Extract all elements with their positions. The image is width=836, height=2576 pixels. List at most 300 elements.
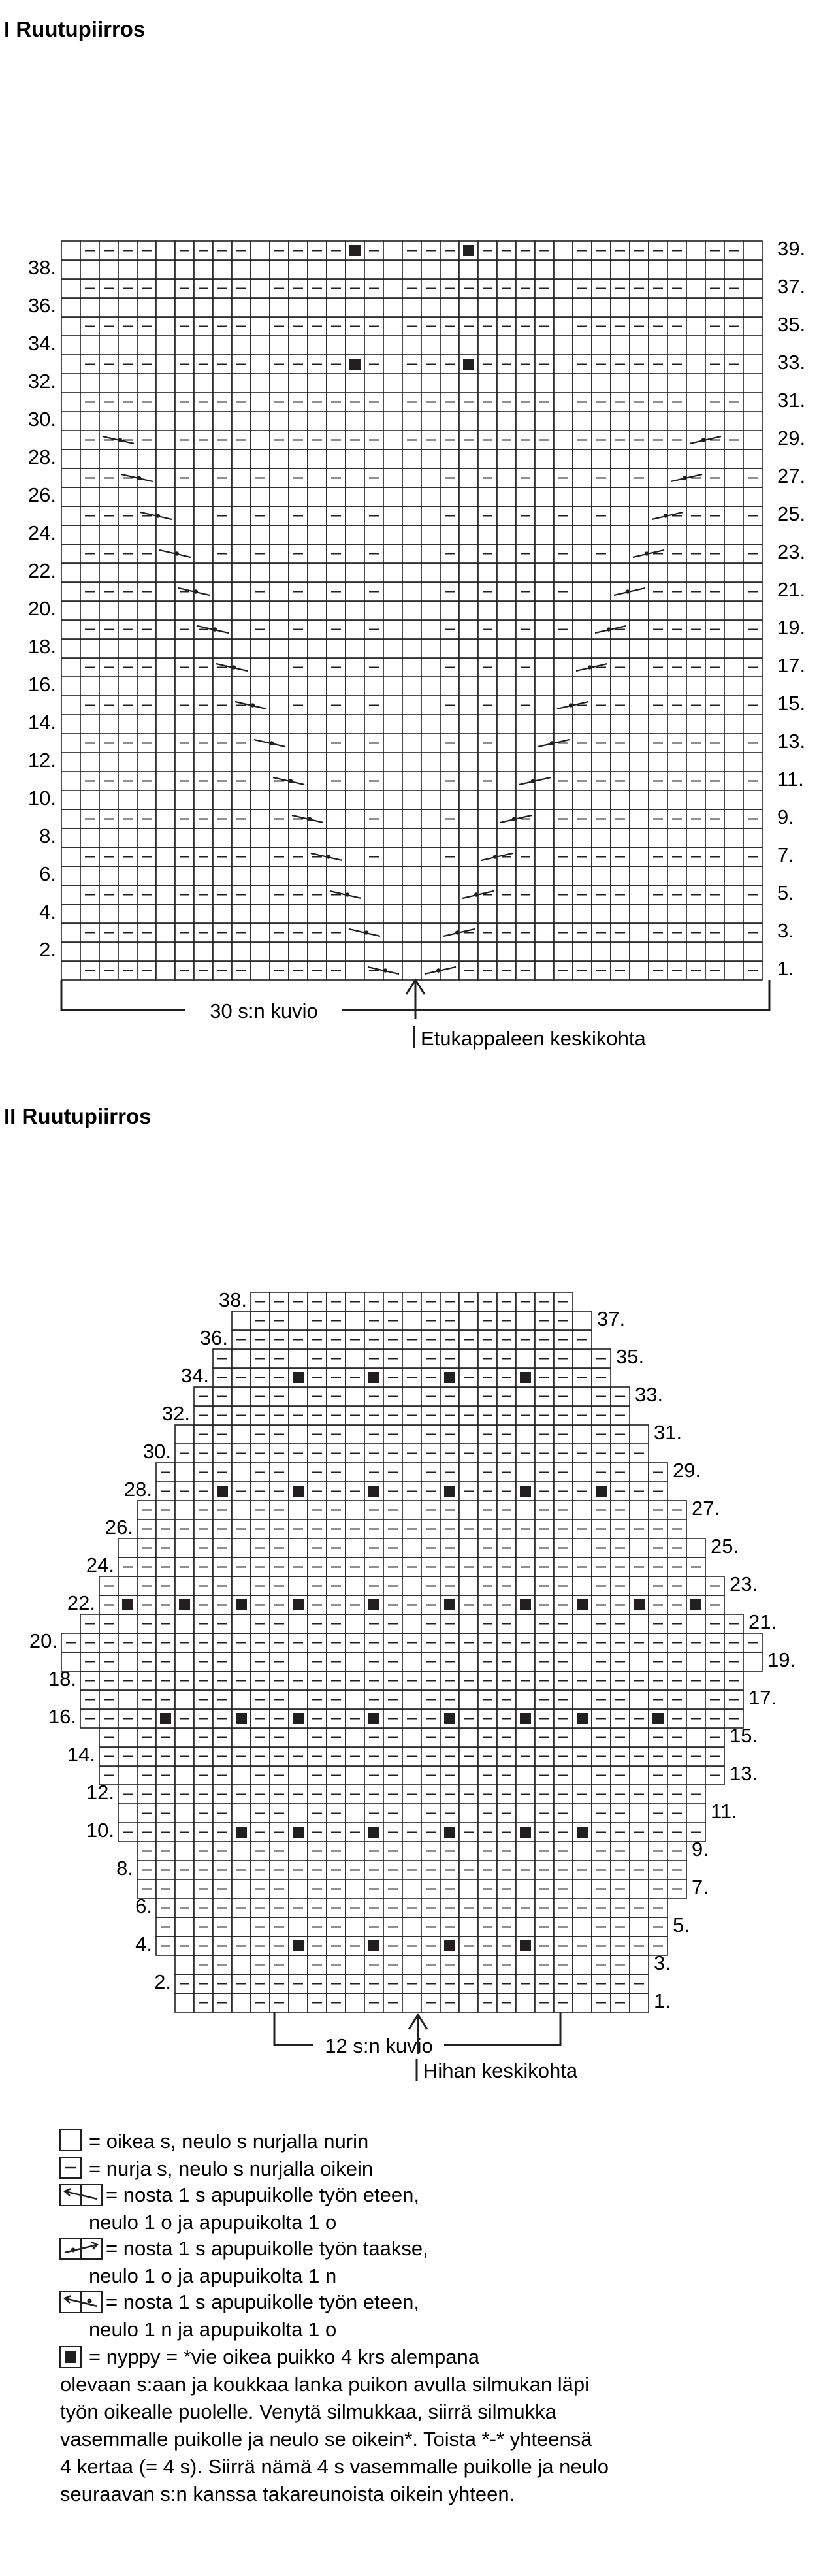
chart-2-cell (630, 1804, 649, 1823)
chart-1-cell (705, 601, 724, 620)
chart-1-cell (308, 336, 327, 355)
chart-1-cell (478, 809, 497, 828)
bobble-mark (236, 1599, 247, 1610)
chart-2-cell (402, 1804, 421, 1823)
chart-1-cell (421, 487, 440, 506)
chart-1-cell (724, 828, 743, 847)
chart-1-cell (289, 734, 308, 753)
chart-1-cell (686, 942, 705, 961)
bobble-mark (520, 1372, 531, 1383)
chart-1-center-label: Etukappaleen keskikohta (421, 1027, 646, 1050)
chart-1-cell (327, 449, 346, 468)
chart-1-cell (383, 563, 402, 582)
chart-1-cell (289, 563, 308, 582)
chart-1-cell (630, 260, 649, 279)
chart-1-cell (383, 298, 402, 317)
bobble-mark (577, 1827, 588, 1838)
chart-2-cell (289, 1842, 308, 1861)
chart-1-cell (346, 298, 364, 317)
chart-1-cell (118, 298, 137, 317)
chart-1-cell (516, 734, 535, 753)
chart-1-cell (270, 525, 289, 544)
chart-1-cell (573, 582, 592, 601)
chart-1-cell (497, 677, 516, 696)
chart-1-cell (478, 487, 497, 506)
chart-1-cell (156, 847, 175, 866)
chart-2-row-number: 34. (180, 1364, 209, 1387)
chart-1-cell (270, 677, 289, 696)
chart-1-cell (535, 544, 554, 563)
chart-1-cell (383, 828, 402, 847)
chart-1-cell (440, 753, 459, 772)
chart-1-cell (724, 298, 743, 317)
chart-1-cell (99, 487, 118, 506)
legend-cable-front (60, 2183, 419, 2234)
bobble-mark (368, 1372, 379, 1383)
chart-1-cell (554, 715, 573, 734)
chart-1-cell (649, 525, 667, 544)
chart-1-cell (724, 772, 743, 791)
chart-2-row-number: 7. (692, 1876, 709, 1899)
chart-1-cell (497, 260, 516, 279)
chart-2-cell (459, 1766, 478, 1785)
cable-dot (531, 779, 535, 783)
chart-1-cell (137, 487, 156, 506)
chart-1-cell (630, 734, 649, 753)
chart-1-cell (213, 904, 232, 923)
chart-1-cell (743, 563, 762, 582)
chart-1-cell (289, 412, 308, 431)
chart-2-cell (459, 1993, 478, 2012)
chart-1-cell (194, 298, 213, 317)
chart-1-cell (156, 355, 175, 374)
chart-1-row-number: 37. (777, 275, 806, 298)
chart-1-cell (156, 866, 175, 885)
chart-2-row-number: 27. (692, 1497, 720, 1520)
chart-1-cell (535, 923, 554, 942)
chart-1-cell (61, 961, 80, 980)
chart-1-cell (724, 677, 743, 696)
chart-1-cell (270, 544, 289, 563)
chart-1-cell (156, 809, 175, 828)
chart-1-cell (573, 942, 592, 961)
chart-1-cell (194, 487, 213, 506)
cable-dot (364, 930, 368, 934)
chart-1-cell (308, 904, 327, 923)
cable-dot (550, 741, 554, 745)
chart-1-cell (346, 412, 364, 431)
chart-1-cell (667, 942, 686, 961)
bobble-mark (444, 1599, 455, 1610)
chart-1-cell (686, 753, 705, 772)
chart-1-cell (346, 658, 364, 677)
chart-1-cell (99, 563, 118, 582)
cable-dot (436, 968, 440, 972)
chart-2-cell (289, 1917, 308, 1936)
chart-1-cell (554, 374, 573, 393)
chart-1-cell (743, 412, 762, 431)
bobble-mark (520, 1827, 531, 1838)
chart-1-cell (137, 412, 156, 431)
chart-1-cell (554, 753, 573, 772)
chart-1-cell (80, 374, 99, 393)
cable-dot (289, 779, 293, 783)
chart-2-cell (516, 1614, 535, 1633)
cable-dot (156, 514, 160, 517)
chart-2-cell (118, 1804, 137, 1823)
chart-1-cell (440, 525, 459, 544)
bobble-mark (293, 1486, 304, 1497)
chart-1-cell (327, 809, 346, 828)
chart-1-cell (118, 412, 137, 431)
chart-2-cell (630, 1917, 649, 1936)
chart-2-cell (402, 1993, 421, 2012)
chart-1-cell (554, 487, 573, 506)
chart-1-cell (156, 828, 175, 847)
chart-1-cell (213, 866, 232, 885)
chart-1-cell (383, 487, 402, 506)
chart-1-cell (308, 696, 327, 715)
chart-1-cell (213, 487, 232, 506)
chart-1-cell (743, 393, 762, 412)
bobble-mark (349, 245, 361, 256)
chart-2-cell (346, 1576, 364, 1595)
chart-1-cell (383, 412, 402, 431)
chart-1-cell (156, 885, 175, 904)
chart-2-cell (573, 1539, 592, 1557)
chart-2-cell (175, 1690, 194, 1709)
chart-1-cell (649, 260, 667, 279)
legend-bobble-line-4: vasemmalle puikolle ja neulo se oikein*. Toista *-* yhteensä (60, 2428, 592, 2451)
chart-1-cell (61, 639, 80, 658)
chart-1-cell (402, 791, 421, 809)
chart-1-cell (630, 506, 649, 525)
chart-1-cell (402, 639, 421, 658)
chart-1-cell (630, 942, 649, 961)
bobble-mark (520, 1599, 531, 1610)
chart-1-row-number: 14. (27, 711, 56, 734)
chart-2-cell (232, 1842, 251, 1861)
chart-1-cell (743, 260, 762, 279)
chart-1-cell (459, 260, 478, 279)
chart-2-cell (346, 1387, 364, 1406)
chart-1-cell (61, 715, 80, 734)
chart-1-cell (156, 639, 175, 658)
chart-1-cell (402, 487, 421, 506)
chart-2-cell (402, 1463, 421, 1482)
chart-2-cell (459, 1425, 478, 1444)
chart-1-row-number: 35. (777, 313, 806, 336)
chart-1-cell (270, 904, 289, 923)
chart-1-cell (421, 620, 440, 639)
chart-2-cell (516, 1387, 535, 1406)
chart-1-cell (270, 658, 289, 677)
chart-1-cell (99, 677, 118, 696)
chart-1-cell (383, 923, 402, 942)
chart-1-cell (421, 374, 440, 393)
chart-1-cell (383, 620, 402, 639)
chart-2-cell (516, 1652, 535, 1671)
legend-knit-text: = oikea s, neulo s nurjalla nurin (89, 2130, 369, 2153)
chart-2-cell (346, 1955, 364, 1974)
chart-1-cell (497, 487, 516, 506)
chart-1-cell (194, 525, 213, 544)
chart-2-cell (402, 1387, 421, 1406)
legend-bobble-line-3: työn oikealle puolelle. Venytä silmukkaa, siirrä silmukka (60, 2400, 556, 2423)
chart-1-cell (554, 658, 573, 677)
chart-2-cell (289, 1955, 308, 1974)
chart-2-cell (573, 1690, 592, 1709)
chart-2-cell (175, 1576, 194, 1595)
chart-1-cell (686, 639, 705, 658)
chart-1-cell (346, 506, 364, 525)
chart-1-cell (402, 866, 421, 885)
legend-cable-back-line-1: = nosta 1 s apupuikolle työn taakse, (106, 2237, 428, 2260)
chart-1-cell (251, 772, 270, 791)
chart-1-cell (421, 828, 440, 847)
chart-1-cell (232, 866, 251, 885)
chart-1-cell (156, 677, 175, 696)
chart-1-cell (402, 374, 421, 393)
chart-1-cell (573, 828, 592, 847)
chart-1-cell (611, 506, 630, 525)
chart-1-cell (554, 412, 573, 431)
chart-1-cell (592, 449, 611, 468)
chart-1-cell (308, 582, 327, 601)
chart-2-cell (630, 1463, 649, 1482)
chart-1-row-number: 26. (27, 483, 56, 506)
chart-1-cell (156, 525, 175, 544)
chart-1-cell (364, 525, 383, 544)
chart-1-cell (270, 260, 289, 279)
chart-1-cell (535, 374, 554, 393)
chart-1-cell (118, 374, 137, 393)
chart-1-cell (175, 449, 194, 468)
bobble-mark (577, 1713, 588, 1724)
chart-2-cell (402, 1690, 421, 1709)
chart-1-cell (270, 601, 289, 620)
chart-2-cell (346, 1766, 364, 1785)
chart-1-cell (402, 847, 421, 866)
chart-1-cell (156, 734, 175, 753)
chart-2-cell (402, 1539, 421, 1557)
legend-cable-front-purl-line-1: = nosta 1 s apupuikolle työn eteen, (106, 2291, 419, 2313)
chart-1-cell (80, 828, 99, 847)
chart-1-cell (346, 563, 364, 582)
chart-1-cell (724, 412, 743, 431)
chart-1-cell (459, 449, 478, 468)
chart-1-cell (630, 961, 649, 980)
chart-2-cell (402, 1917, 421, 1936)
chart-1-cell (213, 412, 232, 431)
chart-1-row-number: 10. (27, 787, 56, 809)
chart-1-cell (308, 374, 327, 393)
chart-2-cell (573, 1728, 592, 1747)
chart-1-cell (724, 620, 743, 639)
chart-2-cell (630, 1501, 649, 1520)
chart-1-cell (592, 298, 611, 317)
chart-1-cell (383, 904, 402, 923)
chart-2-row-number: 8. (116, 1857, 133, 1880)
chart-2-cell (232, 1425, 251, 1444)
chart-1-cell (194, 260, 213, 279)
chart-1-cell (99, 525, 118, 544)
chart-2-cell (459, 1917, 478, 1936)
chart-1-cell (175, 298, 194, 317)
chart-1-cell (156, 753, 175, 772)
chart-1-cell (573, 449, 592, 468)
chart-1-cell (99, 753, 118, 772)
chart-1-cell (497, 601, 516, 620)
chart-2-cell (289, 1425, 308, 1444)
chart-2-cell (573, 1652, 592, 1671)
chart-1-cell (686, 412, 705, 431)
chart-1-cell (535, 412, 554, 431)
chart-1-row-number: 24. (27, 521, 56, 544)
chart-1-cell (383, 374, 402, 393)
chart-1-cell (611, 468, 630, 487)
chart-2-cell (402, 1501, 421, 1520)
chart-1-cell (497, 658, 516, 677)
chart-1-cell (743, 317, 762, 336)
chart-1-cell (232, 260, 251, 279)
chart-1-cell (175, 677, 194, 696)
chart-1-cell (667, 753, 686, 772)
bobble-mark (444, 1486, 455, 1497)
chart-1-cell (649, 639, 667, 658)
chart-1-cell (535, 696, 554, 715)
chart-2-cell (402, 1576, 421, 1595)
chart-1-cell (308, 544, 327, 563)
chart-1-cell (705, 487, 724, 506)
chart-1-cell (270, 449, 289, 468)
chart-1-cell (156, 374, 175, 393)
chart-1-cell (554, 317, 573, 336)
chart-1-cell (383, 355, 402, 374)
chart-1-cell (459, 336, 478, 355)
chart-1-cell (686, 866, 705, 885)
chart-1-cell (743, 336, 762, 355)
chart-2-cell (573, 1425, 592, 1444)
chart-1-cell (61, 525, 80, 544)
chart-1-cell (61, 412, 80, 431)
chart-2-cell (630, 1539, 649, 1557)
chart-1-cell (630, 677, 649, 696)
chart-1-cell (346, 942, 364, 961)
chart-1-cell (497, 298, 516, 317)
chart-1-cell (440, 904, 459, 923)
chart-1-row-number: 23. (777, 540, 806, 563)
chart-1-cell (573, 866, 592, 885)
chart-1-cell (251, 904, 270, 923)
cable-dot (251, 703, 255, 707)
chart-2-cell (516, 1425, 535, 1444)
chart-2-row-number: 13. (730, 1762, 758, 1785)
chart-1-cell (630, 696, 649, 715)
chart-1-cell (573, 639, 592, 658)
chart-1-cell (270, 468, 289, 487)
chart-1-cell (270, 942, 289, 961)
chart-2-cell (175, 1804, 194, 1823)
chart-1-cell (232, 525, 251, 544)
bobble-mark (463, 245, 474, 256)
chart-1-cell (251, 298, 270, 317)
chart-1-row-number: 19. (777, 616, 806, 639)
chart-1-cell (364, 791, 383, 809)
chart-1-cell (686, 904, 705, 923)
chart-1-cell (705, 828, 724, 847)
chart-1-cell (705, 412, 724, 431)
chart-1-cell (402, 582, 421, 601)
chart-1-cell (61, 298, 80, 317)
chart-1-cell (80, 260, 99, 279)
chart-1-cell (667, 639, 686, 658)
chart-1-cell (80, 753, 99, 772)
chart-2-cell (346, 1425, 364, 1444)
chart-1-cell (724, 525, 743, 544)
chart-1-cell (667, 412, 686, 431)
chart-1-cell (383, 506, 402, 525)
chart-1-cell (478, 412, 497, 431)
chart-2 (4, 1104, 796, 2082)
chart-1-cell (497, 449, 516, 468)
bobble-mark (293, 1372, 304, 1383)
chart-1-cell (554, 355, 573, 374)
chart-1-cell (592, 412, 611, 431)
chart-1-cell (686, 317, 705, 336)
chart-2-cell (232, 1690, 251, 1709)
bobble-mark (349, 359, 361, 370)
chart-1-cell (402, 677, 421, 696)
chart-2-cell (346, 1993, 364, 2012)
cable-dot (137, 476, 141, 480)
chart-1-cell (554, 677, 573, 696)
chart-1-title: I Ruutupiirros (4, 17, 146, 41)
bobble-mark (179, 1599, 190, 1610)
chart-1-cell (383, 809, 402, 828)
chart-1-cell (402, 904, 421, 923)
chart-1-cell (118, 639, 137, 658)
chart-2-cell (289, 1614, 308, 1633)
chart-1-cell (251, 241, 270, 260)
chart-1-cell (346, 620, 364, 639)
chart-1-cell (667, 374, 686, 393)
chart-1-cell (346, 374, 364, 393)
chart-2-cell (289, 1993, 308, 2012)
chart-2-cell (346, 1539, 364, 1557)
chart-1-cell (554, 279, 573, 298)
chart-2-cell (175, 1652, 194, 1671)
chart-1-cell (535, 961, 554, 980)
chart-1-cell (630, 923, 649, 942)
chart-1-cell (61, 620, 80, 639)
chart-1-cell (118, 715, 137, 734)
chart-1-cell (80, 904, 99, 923)
cable-dot (512, 817, 516, 821)
chart-1-cell (364, 677, 383, 696)
chart-1-cell (497, 753, 516, 772)
chart-1-cell (327, 828, 346, 847)
chart-1-cell (573, 753, 592, 772)
chart-2-cell (289, 1652, 308, 1671)
chart-1-cell (61, 904, 80, 923)
chart-1-cell (743, 904, 762, 923)
chart-1-cell (327, 753, 346, 772)
chart-1-cell (459, 412, 478, 431)
chart-2-cell (573, 1311, 592, 1330)
legend-bobble-line-2: olevaan s:aan ja koukkaa lanka puikon avulla silmukan läpi (60, 2373, 589, 2396)
chart-1-cell (270, 412, 289, 431)
